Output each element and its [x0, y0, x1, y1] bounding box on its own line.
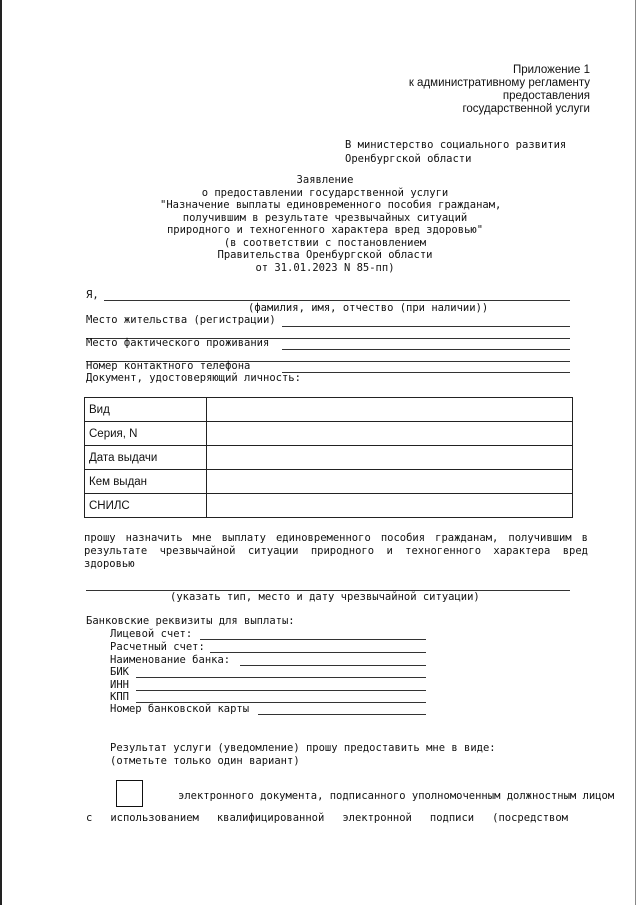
result-option-label: электронного документа, подписанного уполномоченным должностным лицом — [178, 790, 615, 802]
document-title — [160, 174, 502, 274]
addressee-line: В министерство социального развития — [345, 139, 567, 151]
appendix-line: к административному регламенту — [408, 77, 590, 89]
table-row — [85, 422, 573, 446]
table-cell-label: Серия, N — [85, 422, 207, 446]
bank-field-label: Номер банковской карты — [110, 703, 250, 715]
account-field-line[interactable] — [200, 639, 426, 640]
ya-label: Я, — [86, 289, 99, 301]
actual-residence-field-line[interactable] — [282, 349, 570, 350]
appendix-line: государственной услуги — [462, 103, 590, 115]
request-text: прошу назначить мне выплату единовременного пособия гражданам, получившим в результате чрезвычайной ситуации природного и техногенного характера вред здоровью — [84, 532, 588, 570]
id-document-table — [84, 397, 573, 518]
residence-label: Место жительства (регистрации) — [86, 314, 276, 326]
fio-field-line[interactable] — [104, 300, 570, 301]
settlement-account-field-line[interactable] — [210, 652, 426, 653]
bank-header: Банковские реквизиты для выплаты: — [86, 615, 295, 627]
title-line: о предоставлении государственной услуги — [201, 186, 449, 199]
bank-name-field-line[interactable] — [240, 665, 426, 666]
title-line: Правительства Оренбургской области — [217, 249, 433, 261]
id-document-label: Документ, удостоверяющий личность: — [86, 372, 301, 384]
table-row — [85, 398, 573, 422]
result-instruction: Результат услуги (уведомление) прошу предоставить мне в виде: — [110, 742, 496, 754]
title-line: Заявление — [296, 174, 354, 186]
fio-hint: (фамилия, имя, отчество (при наличии)) — [248, 302, 489, 314]
title-line: получившим в результате чрезвычайных ситуаций — [182, 211, 468, 224]
scan-edge-left — [0, 0, 2, 905]
emergency-hint: (указать тип, место и дату чрезвычайной ситуации) — [170, 591, 480, 603]
bank-field-label: ИНН — [110, 679, 129, 691]
title-line: от 31.01.2023 N 85-пп) — [255, 261, 395, 274]
bank-field-label: Наименование банка: — [110, 654, 231, 666]
bank-field-label: Лицевой счет: — [110, 628, 193, 640]
title-line: (в соответствии с постановлением — [223, 236, 427, 249]
phone-field-line[interactable] — [282, 372, 570, 373]
table-cell-label: Дата выдачи — [85, 446, 207, 470]
electronic-document-checkbox[interactable] — [116, 780, 143, 807]
bank-field-label: БИК — [110, 666, 129, 678]
title-line: природного и техногенного характера вред здоровью" — [166, 224, 484, 236]
appendix-line: Приложение 1 — [512, 64, 590, 76]
table-cell-value[interactable] — [207, 398, 573, 422]
table-cell-label: СНИЛС — [85, 494, 207, 518]
card-number-field-line[interactable] — [258, 714, 426, 715]
table-row — [85, 494, 573, 518]
table-cell-value[interactable] — [207, 422, 573, 446]
inn-field-line[interactable] — [136, 690, 426, 691]
phone-label: Номер контактного телефона — [86, 360, 251, 372]
bank-field-label: Расчетный счет: — [110, 641, 205, 653]
actual-residence-label: Место фактического проживания — [86, 337, 270, 349]
table-cell-value[interactable] — [207, 446, 573, 470]
scan-edge-right — [635, 0, 636, 905]
residence-field-line[interactable] — [282, 326, 570, 327]
addressee — [345, 138, 566, 166]
appendix-line: предоставления — [502, 90, 590, 102]
bank-field-label: КПП — [110, 691, 129, 703]
title-line: "Назначение выплаты единовременного пособия гражданам, — [160, 199, 502, 211]
bik-field-line[interactable] — [136, 677, 426, 678]
appendix-header — [330, 64, 590, 116]
table-row — [85, 446, 573, 470]
table-row — [85, 470, 573, 494]
table-cell-value[interactable] — [207, 494, 573, 518]
result-hint: (отметьте только один вариант) — [110, 755, 300, 767]
table-cell-value[interactable] — [207, 470, 573, 494]
result-option-continuation: с использованием квалифицированной электронной подписи (посредством — [86, 812, 568, 824]
table-cell-label: Кем выдан — [85, 470, 207, 494]
table-cell-label: Вид — [85, 398, 207, 422]
addressee-line: Оренбургской области — [345, 153, 472, 165]
